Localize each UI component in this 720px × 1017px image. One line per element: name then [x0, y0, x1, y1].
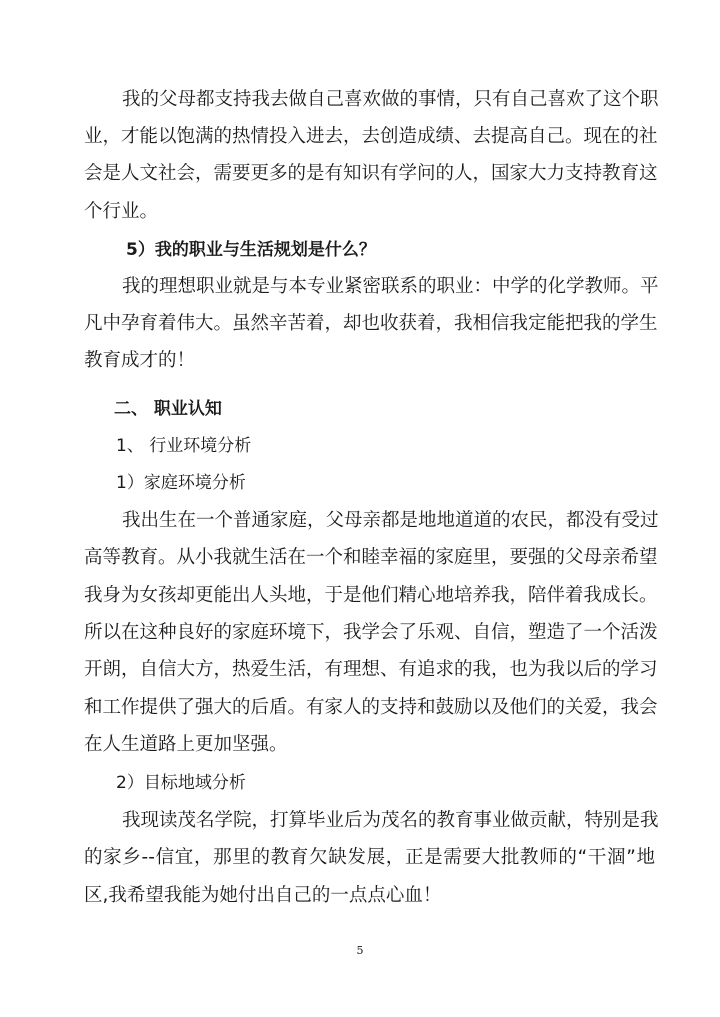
page-number: 5	[356, 944, 364, 957]
paragraph-line: 的家乡--信宜，那里的教育欠缺发展，正是需要大批教师的“干涸”地	[84, 847, 655, 868]
paragraph-line: 会是人文社会，需要更多的是有知识有学问的人，国家大力支持教育这	[84, 163, 658, 184]
section-heading: 二、 职业认知	[114, 399, 222, 419]
paragraph-line: 我现读茂名学院，打算毕业后为茂名的教育事业做贡献，特别是我	[122, 810, 659, 831]
paragraph-line: 区,我希望我能为她付出自己的一点点心血！	[84, 885, 442, 906]
paragraph-line: 我的理想职业就是与本专业紧密联系的职业：中学的化学教师。平	[122, 276, 659, 297]
heading-question-5: 5）我的职业与生活规划是什么？	[126, 240, 376, 260]
paragraph-line: 我出生在一个普通家庭，父母亲都是地地道道的农民，都没有受过	[122, 510, 659, 531]
subsubsection-heading: 2）目标地域分析	[116, 773, 246, 793]
paragraph-line: 凡中孕育着伟大。虽然辛苦着，却也收获着，我相信我定能把我的学生	[84, 313, 658, 334]
paragraph-line: 我的父母都支持我去做自己喜欢做的事情，只有自己喜欢了这个职	[122, 89, 659, 110]
paragraph-line: 高等教育。从小我就生活在一个和睦幸福的家庭里，要强的父母亲希望	[84, 547, 658, 568]
paragraph-line: 个行业。	[84, 201, 159, 222]
paragraph-line: 在人生道路上更加坚强。	[84, 734, 288, 755]
paragraph-line: 所以在这种良好的家庭环境下，我学会了乐观、自信，塑造了一个活泼	[84, 622, 658, 643]
paragraph-line: 和工作提供了强大的后盾。有家人的支持和鼓励以及他们的关爱，我会	[84, 697, 658, 718]
subsection-heading: 1、 行业环境分析	[116, 436, 252, 456]
paragraph-line: 我身为女孩却更能出人头地，于是他们精心地培养我，陪伴着我成长。	[84, 585, 658, 606]
subsubsection-heading: 1）家庭环境分析	[116, 473, 246, 493]
paragraph-line: 开朗，自信大方，热爱生活，有理想、有追求的我，也为我以后的学习	[84, 659, 658, 680]
paragraph-line: 教育成才的！	[84, 350, 196, 371]
paragraph-line: 业，才能以饱满的热情投入进去，去创造成绩、去提高自己。现在的社	[84, 126, 658, 147]
